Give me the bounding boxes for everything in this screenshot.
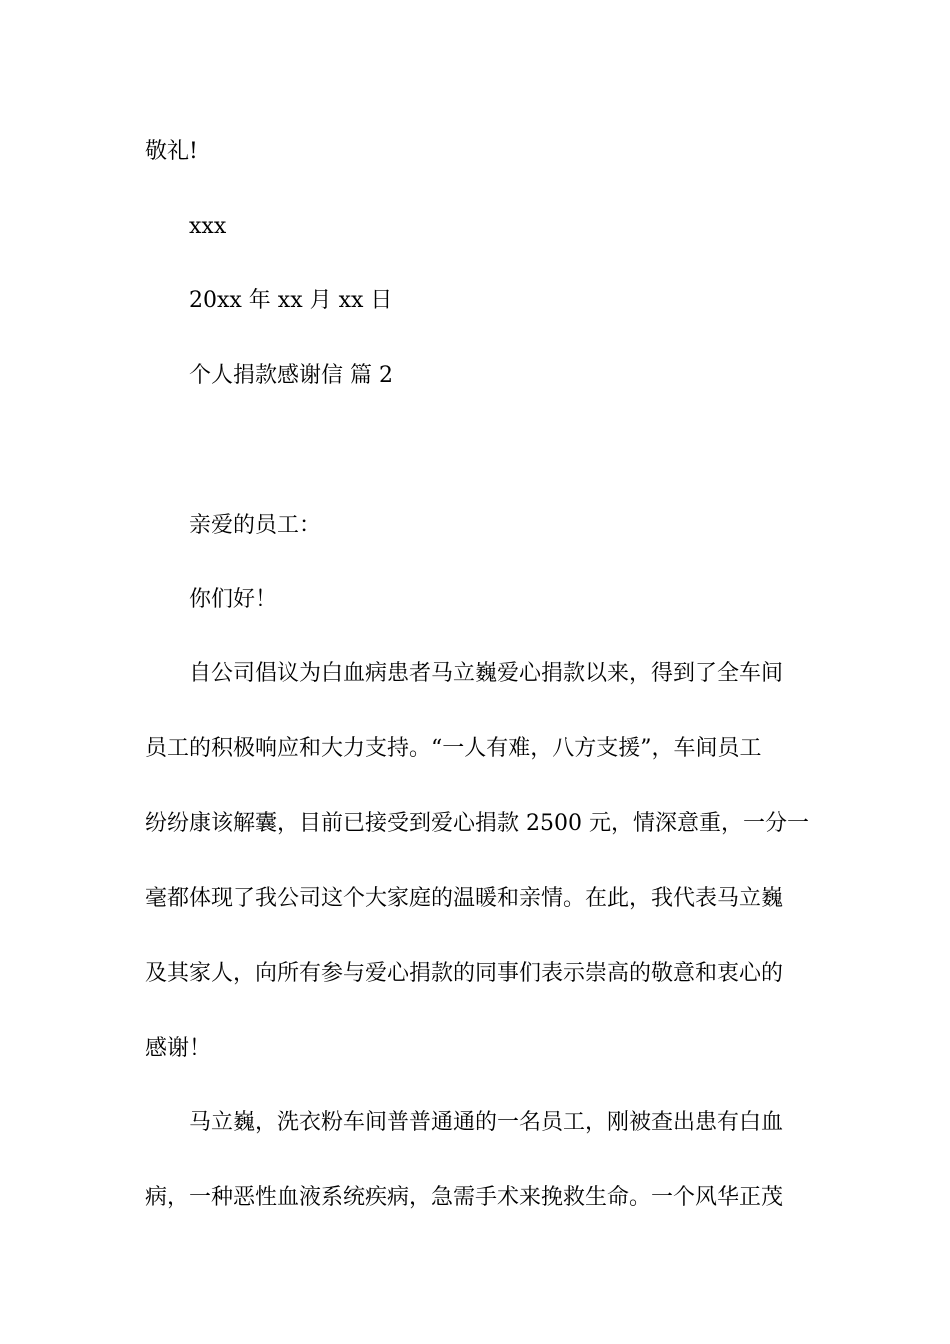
paragraph-1-line-5: 及其家人，向所有参与爱心捐款的同事们表示崇高的敬意和衷心的 [145,961,784,986]
signature-name: xxx [189,214,227,239]
paragraph-2-line-2: 病，一种恶性血液系统疾病，急需手术来挽救生命。一个风华正茂 [145,1185,784,1210]
paragraph-1-line-4: 毫都体现了我公司这个大家庭的温暖和亲情。在此，我代表马立巍 [145,886,784,911]
paragraph-2-line-1: 马立巍，洗衣粉车间普普通通的一名员工，刚被查出患有白血 [189,1110,784,1135]
closing-salutation: 敬礼! [145,139,198,164]
paragraph-1-line-6: 感谢！ [145,1036,212,1061]
greeting: 亲爱的员工： [189,513,322,538]
greeting-hello: 你们好！ [189,587,278,612]
paragraph-1-line-2: 员工的积极响应和大力支持。“一人有难，八方支援”，车间员工 [145,736,762,761]
paragraph-1-line-1: 自公司倡议为白血病患者马立巍爱心捐款以来，得到了全车间 [189,661,784,686]
section-title: 个人捐款感谢信 篇 2 [189,363,393,388]
paragraph-1-line-3: 纷纷康该解囊，目前已接受到爱心捐款 2500 元，情深意重，一分一 [145,811,809,836]
signature-date: 20xx 年 xx 月 xx 日 [189,288,393,313]
